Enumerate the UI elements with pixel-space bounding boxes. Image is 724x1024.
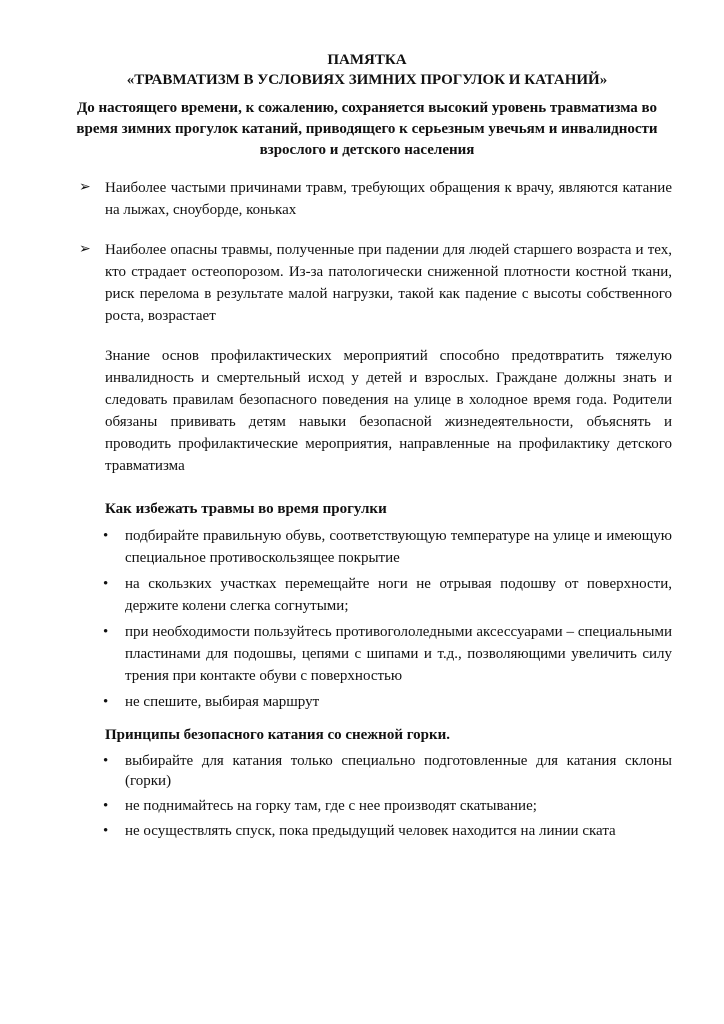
arrow-list-item [79,239,672,327]
bullet-icon: • [103,624,109,640]
arrow-bullet-icon: ➢ [79,242,91,257]
memo-title [62,50,672,90]
title-line-2: «ТРАВМАТИЗМ В УСЛОВИЯХ ЗИМНИХ ПРОГУЛОК И КАТАНИЙ» [126,72,608,88]
title-line-1: ПАМЯТКА [327,52,407,68]
bullet-icon: • [103,528,109,544]
bullet-icon: • [103,694,109,710]
arrow-item-text: Наиболее опасны травмы, полученные при падении для людей старшего возраста и тех, кто страдает остеопорозом. Из-за патологически сниженной плотности костной ткани, риск перелома в результате малой нагрузки, такой как падение с высоты собственного роста, возрастает [105,242,672,324]
list-item [82,751,672,791]
list-item [82,525,672,569]
list-item [82,573,672,617]
list-item-text: при необходимости пользуйтесь противогололедными аксессуарами – специальными пластинами для подошвы, цепями с шипами и т.д., позволяющими увеличить силу трения при контакте обуви с поверхностью [125,624,672,684]
walk-tips-list [82,525,672,713]
list-item [82,621,672,687]
list-item-text: на скользких участках перемещайте ноги не отрывая подошву от поверхности, держите колени слегка согнутыми; [125,576,672,614]
arrow-item-text: Наиболее частыми причинами травм, требующих обращения к врачу, являются катание на лыжах, сноуборде, коньках [105,180,672,218]
section-heading-sledding: Принципы безопасного катания со снежной горки. [105,727,451,743]
sledding-tips-list [82,751,672,841]
memo-subtitle: До настоящего времени, к сожалению, сохраняется высокий уровень травматизма во время зимних прогулок катаний, приводящего к серьезным увечьям и инвалидности взрослого и детского населения [76,100,658,158]
bullet-icon: • [103,823,109,839]
section-heading-walk: Как избежать травмы во время прогулки [105,501,387,517]
list-item [82,796,672,816]
list-item-text: подбирайте правильную обувь, соответствующую температуре на улице и имеющую специальное противоскользящее покрытие [125,528,672,566]
arrow-list-item [79,177,672,221]
arrow-bullet-icon: ➢ [79,180,91,195]
bullet-icon: • [103,576,109,592]
bullet-icon: • [103,753,109,769]
arrow-list [79,177,672,327]
bullet-icon: • [103,798,109,814]
list-item-text: не спешите, выбирая маршрут [125,694,320,710]
list-item-text: выбирайте для катания только специально подготовленные для катания склоны (горки) [125,753,672,789]
list-item-text: не осуществлять спуск, пока предыдущий человек находится на линии ската [125,823,616,839]
prevention-paragraph: Знание основ профилактических мероприятий способно предотвратить тяжелую инвалидность и смертельный исход у детей и взрослых. Граждане должны знать и следовать правилам безопасного поведения на улице в холодное время года. Родители обязаны прививать детям навыки безопасной жизнедеятельности, объяснять и проводить профилактические мероприятия, направленные на профилактику детского травматизма [105,348,672,474]
list-item [82,691,672,713]
list-item-text: не поднимайтесь на горку там, где с нее производят скатывание; [125,798,537,814]
list-item [82,821,672,841]
